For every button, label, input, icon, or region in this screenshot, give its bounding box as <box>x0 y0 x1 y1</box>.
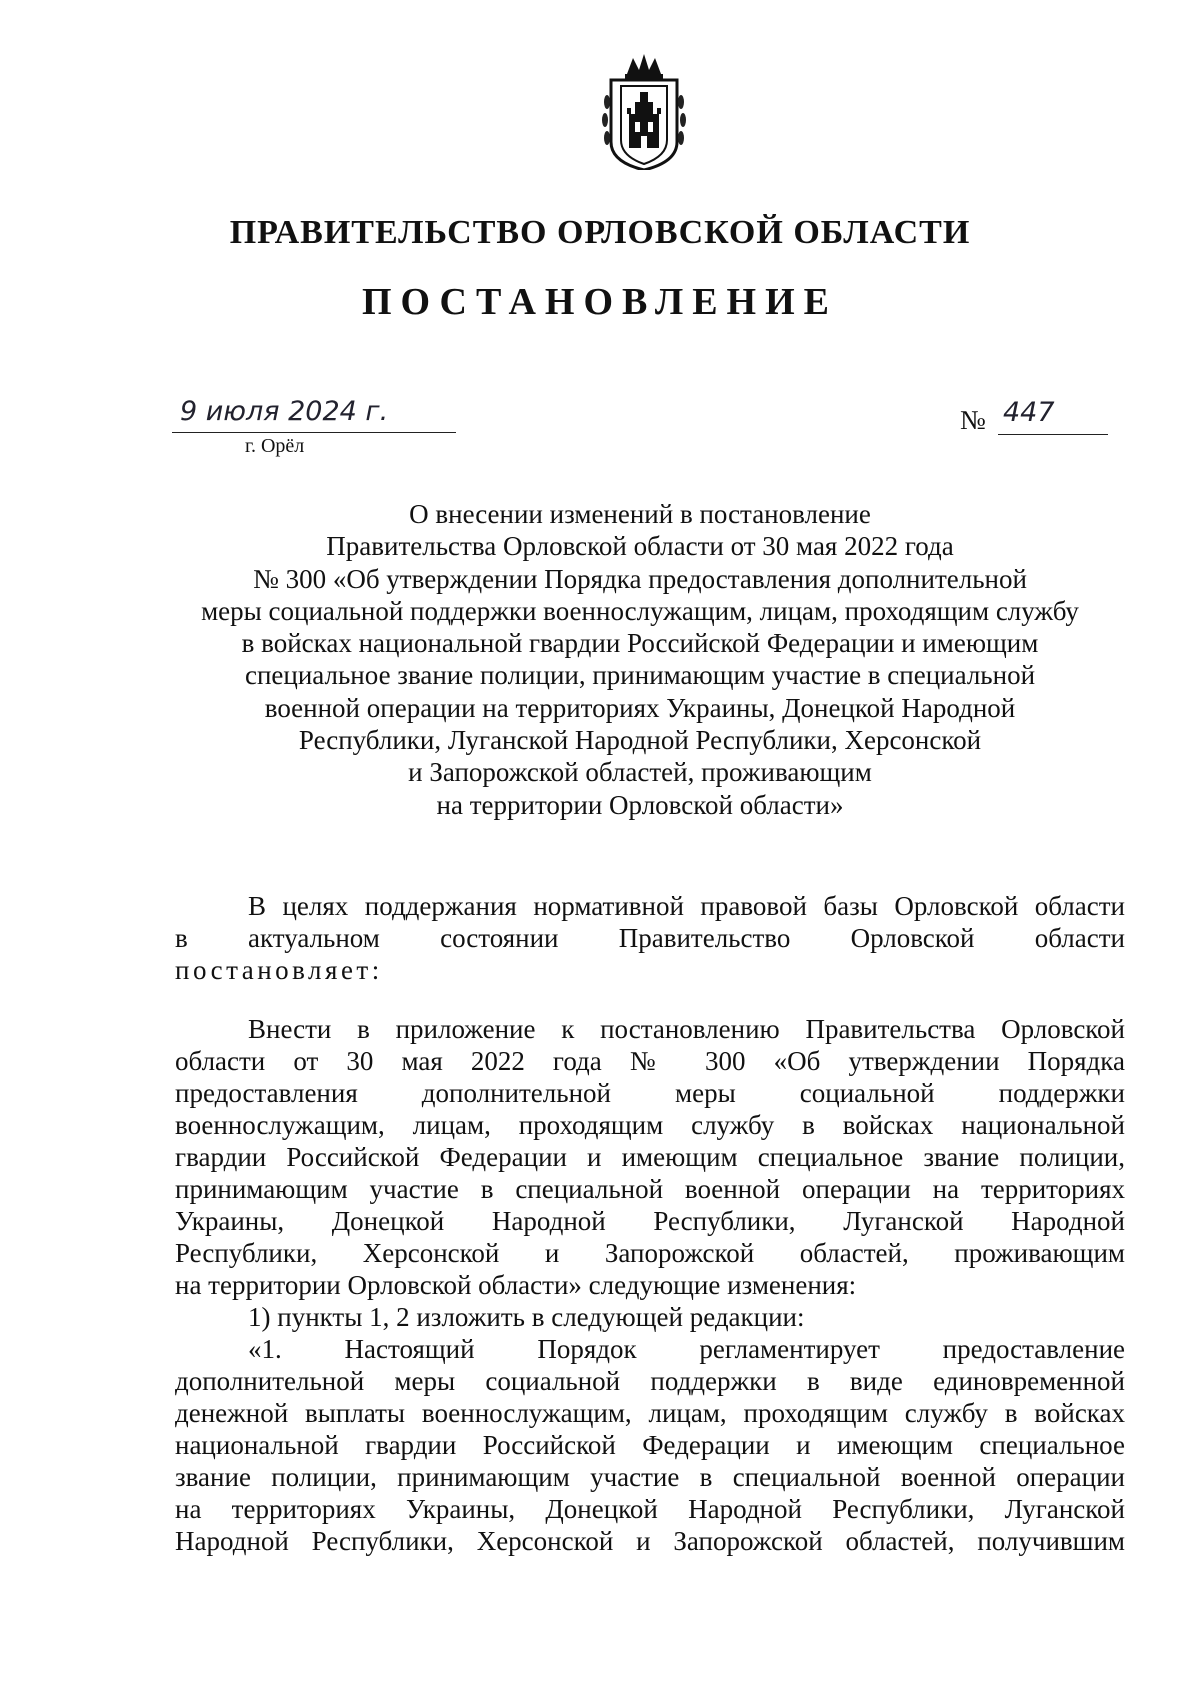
preamble-line: В целях поддержания нормативной правовой базы Орловской области <box>248 891 1125 921</box>
subject-line: Республики, Луганской Народной Республики, Херсонской <box>298 725 982 756</box>
body-line: предоставления дополнительной меры социальной поддержки <box>175 1078 1125 1108</box>
number-underline <box>998 434 1108 435</box>
preamble-resolves-word: постановляет: <box>175 955 383 985</box>
body-line: звание полиции, принимающим участие в специальной военной операции <box>175 1462 1125 1492</box>
body-line: Республики, Херсонской и Запорожской областей, проживающим <box>175 1238 1125 1268</box>
body-line: «1. Настоящий Порядок регламентирует предоставление <box>248 1334 1125 1364</box>
body-line: Народной Республики, Херсонской и Запорожской областей, получившим <box>175 1526 1125 1556</box>
handwritten-document-number: 447 <box>1003 397 1055 428</box>
body-line: 1) пункты 1, 2 изложить в следующей редакции: <box>248 1302 805 1332</box>
city-label: г. Орёл <box>245 435 305 457</box>
body-line: денежной выплаты военнослужащим, лицам, проходящим службу в войсках <box>175 1398 1125 1428</box>
body-line: принимающим участие в специальной военной операции на территориях <box>175 1174 1125 1204</box>
number-sign: № <box>960 405 986 435</box>
subject-line: меры социальной поддержки военнослужащим, лицам, проходящим службу <box>201 595 1079 626</box>
preamble-line: в актуальном состоянии Правительство Орловской области <box>175 923 1125 953</box>
subject-line: специальное звание полиции, принимающим участие в специальной <box>244 660 1036 691</box>
body-line: гвардии Российской Федерации и имеющим специальное звание полиции, <box>175 1142 1125 1172</box>
body-line: Украины, Донецкой Народной Республики, Луганской Народной <box>175 1206 1125 1236</box>
body-line: Внести в приложение к постановлению Правительства Орловской <box>248 1014 1125 1044</box>
subject-line: Правительства Орловской области от 30 мая 2022 года <box>326 531 954 562</box>
subject-line: военной операции на территориях Украины, Донецкой Народной <box>264 692 1016 723</box>
subject-line: в войсках национальной гвардии Российской Федерации и имеющим <box>241 628 1039 659</box>
body-line: на территории Орловской области» следующие изменения: <box>175 1270 857 1300</box>
date-underline <box>172 432 456 433</box>
document-type-title: ПОСТАНОВЛЕНИЕ <box>361 281 839 323</box>
document-subject <box>160 498 1120 821</box>
subject-line: на территории Орловской области» <box>436 789 844 820</box>
subject-line: и Запорожской областей, проживающим <box>408 757 872 788</box>
body-line: дополнительной меры социальной поддержки в виде единовременной <box>175 1366 1125 1396</box>
coat-of-arms-emblem <box>599 52 689 170</box>
handwritten-date: 9 июля 2024 г. <box>180 396 389 427</box>
body-line: национальной гвардии Российской Федерации и имеющим специальное <box>175 1430 1125 1460</box>
body-line: на территориях Украины, Донецкой Народной Республики, Луганской <box>175 1494 1125 1524</box>
body-line: военнослужащим, лицам, проходящим службу в войсках национальной <box>175 1110 1125 1140</box>
subject-line: О внесении изменений в постановление <box>409 499 871 529</box>
subject-line: № 300 «Об утверждении Порядка предоставления дополнительной <box>253 563 1027 594</box>
body-line: области от 30 мая 2022 года № 300 «Об утверждении Порядка <box>175 1046 1125 1076</box>
organization-name: ПРАВИТЕЛЬСТВО ОРЛОВСКОЙ ОБЛАСТИ <box>229 214 971 251</box>
